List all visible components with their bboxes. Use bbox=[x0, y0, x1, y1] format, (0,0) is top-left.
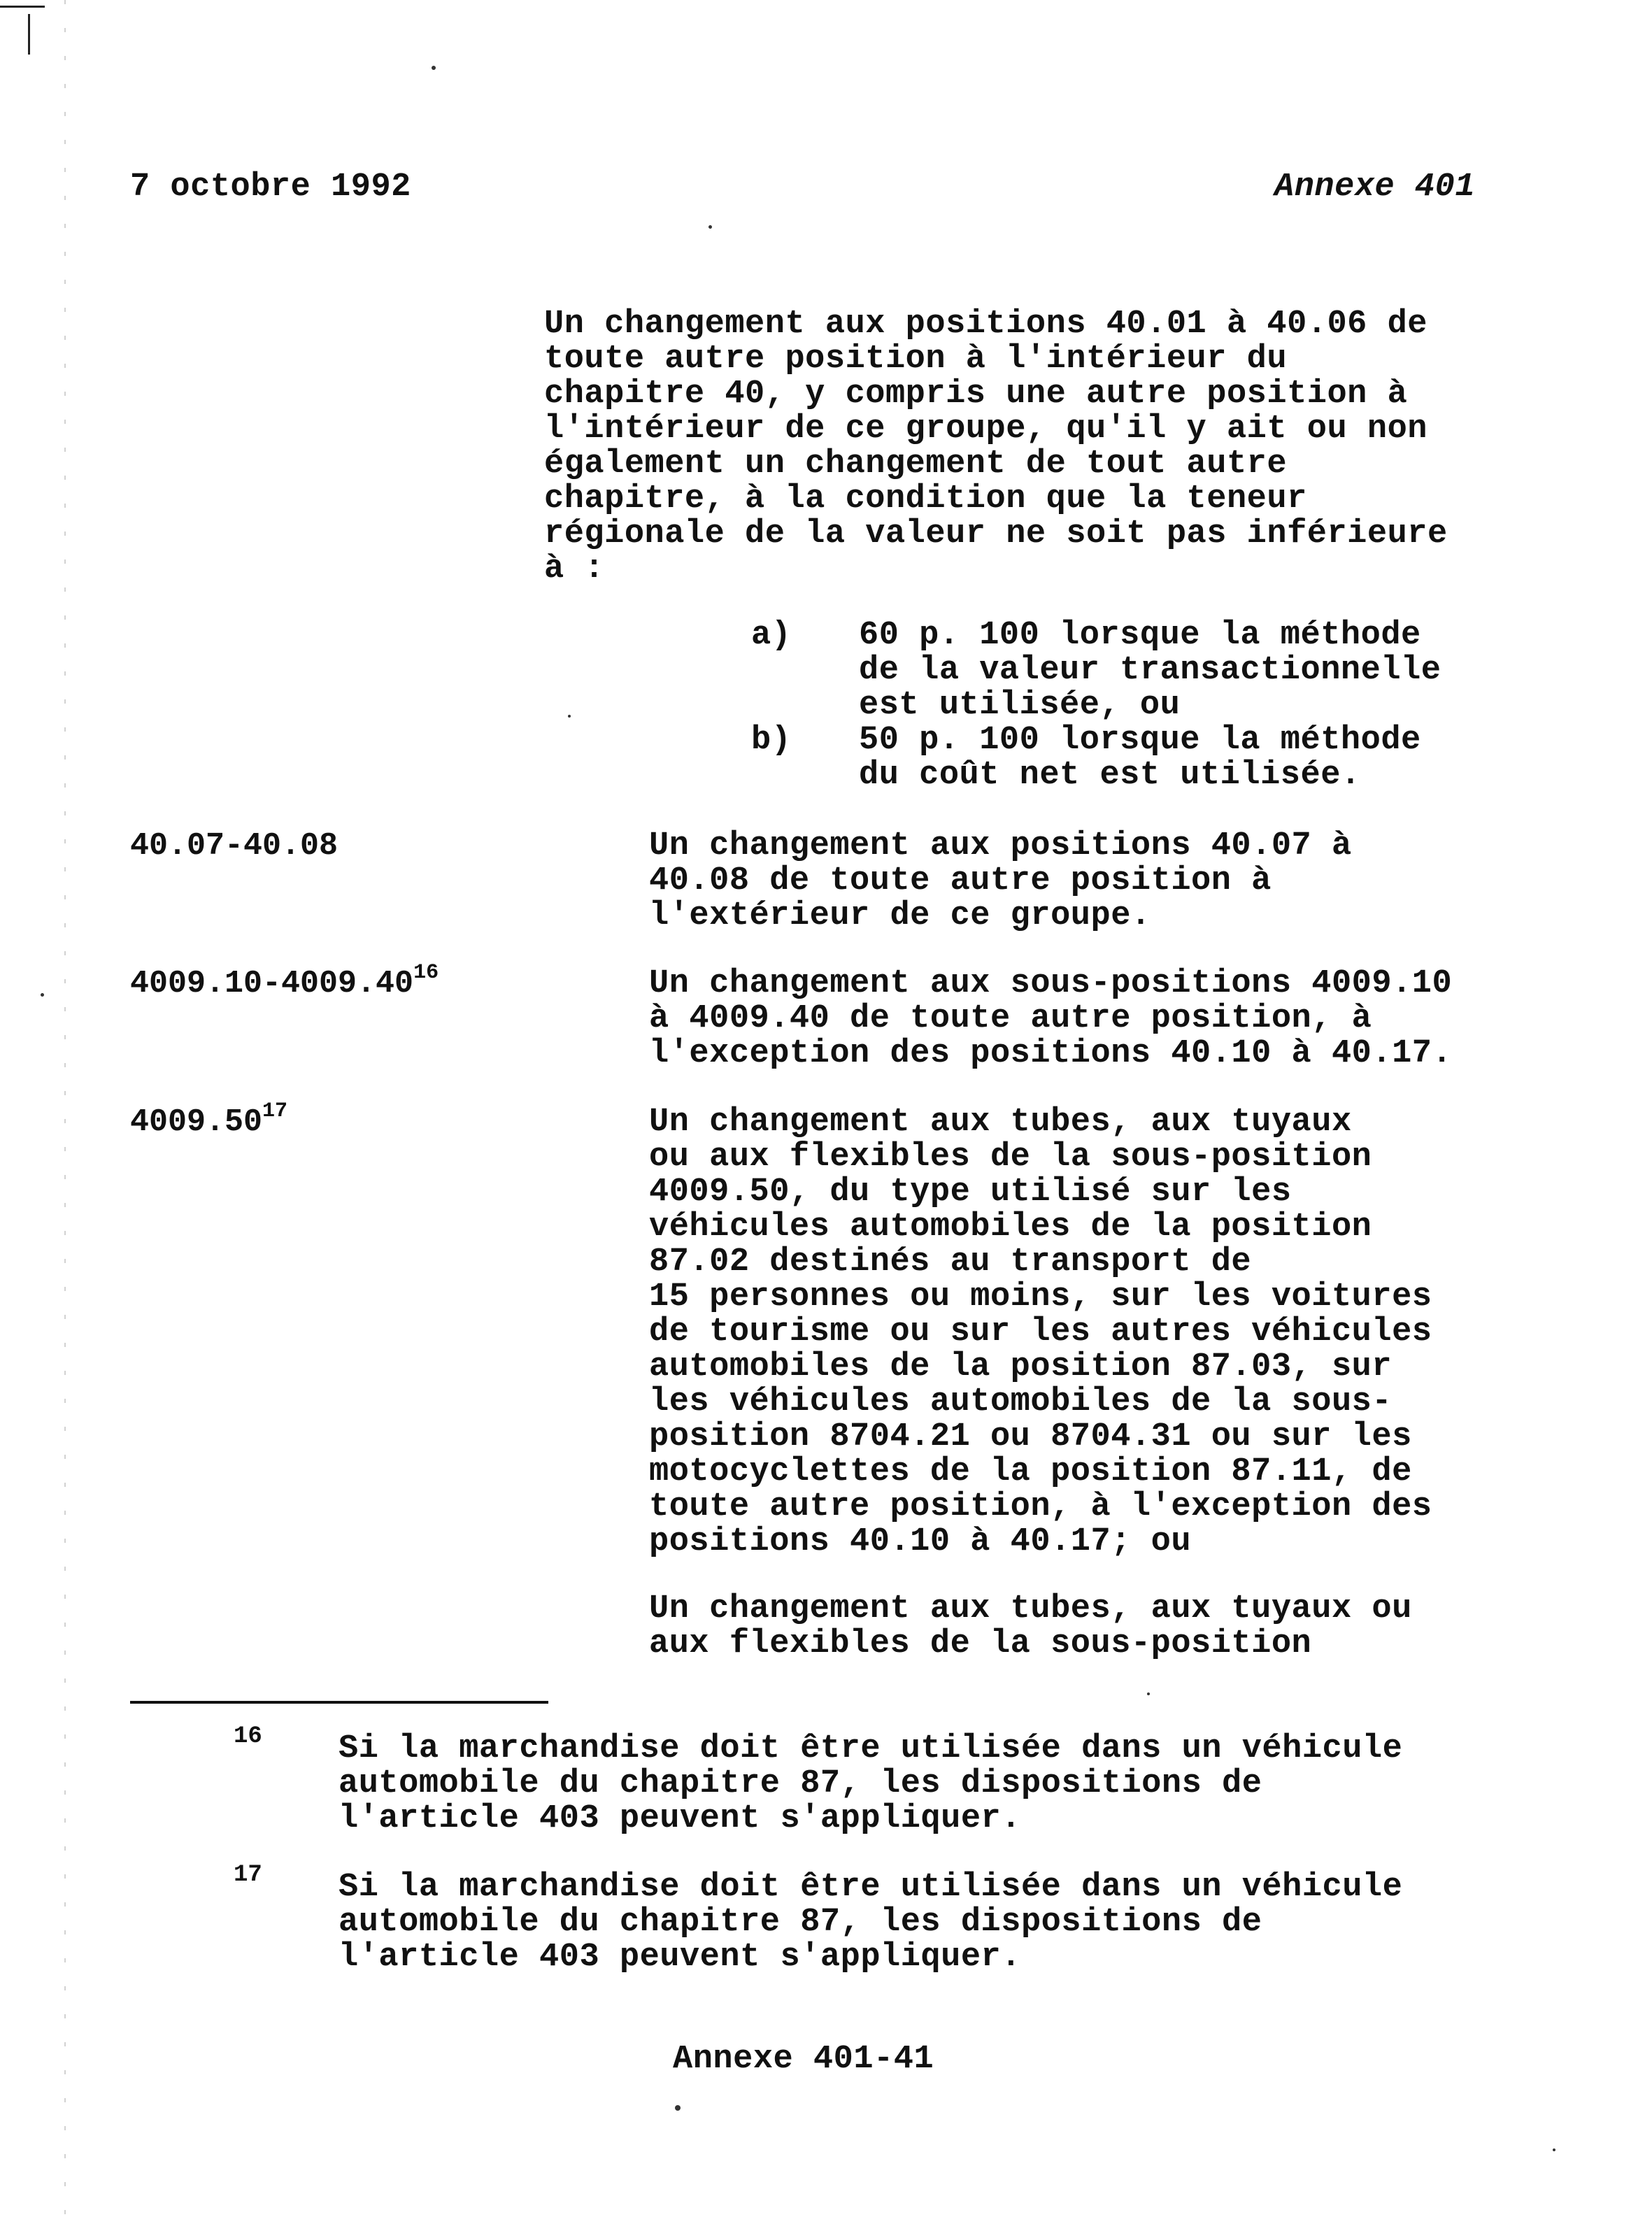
rule-text-line: à : bbox=[544, 550, 605, 587]
rule-text-line: Un changement aux positions 40.07 à bbox=[649, 827, 1352, 864]
footnote-text-line: l'article 403 peuvent s'appliquer. bbox=[339, 1800, 1021, 1837]
rule-text-line: toute autre position, à l'exception des bbox=[649, 1488, 1432, 1525]
footnote-text-line: l'article 403 peuvent s'appliquer. bbox=[339, 1939, 1021, 1976]
rule-text-line: régionale de la valeur ne soit pas inférieure bbox=[544, 515, 1448, 553]
condition-text-line: 50 p. 100 lorsque la méthode bbox=[859, 722, 1421, 759]
condition-marker-a: a) bbox=[751, 617, 792, 654]
rule-text-line: l'exception des positions 40.10 à 40.17. bbox=[649, 1035, 1453, 1072]
tariff-position-label: 4009.50$^{17}$ bbox=[130, 1099, 288, 1140]
scan-speck bbox=[1553, 2148, 1555, 2151]
rule-text-line: toute autre position à l'intérieur du bbox=[544, 341, 1288, 378]
rule-text-line: l'intérieur de ce groupe, qu'il y ait ou non bbox=[544, 411, 1428, 448]
header-annex: Annexe 401 bbox=[1274, 169, 1476, 206]
scan-speck bbox=[708, 225, 712, 229]
rule-text-line: Un changement aux positions 40.01 à 40.06 de bbox=[544, 306, 1428, 343]
header-date: 7 octobre 1992 bbox=[130, 169, 411, 206]
scan-speck bbox=[568, 715, 571, 718]
scan-edge-dots bbox=[64, 0, 66, 2238]
scan-speck bbox=[675, 2105, 681, 2111]
rule-text-line: 87.02 destinés au transport de bbox=[649, 1243, 1252, 1281]
page-footer: Annexe 401-41 bbox=[673, 2041, 934, 2078]
scan-edge-mark-vertical bbox=[28, 14, 30, 55]
condition-marker-b: b) bbox=[751, 722, 792, 759]
rule-text-line: à 4009.40 de toute autre position, à bbox=[649, 1000, 1372, 1037]
condition-text-line: du coût net est utilisée. bbox=[859, 757, 1361, 794]
rule-text-line: Un changement aux sous-positions 4009.10 bbox=[649, 965, 1453, 1002]
footnote-reference[interactable]: 17 bbox=[262, 1099, 288, 1123]
rule-text-line: position 8704.21 ou 8704.31 ou sur les bbox=[649, 1418, 1412, 1455]
footnote-text-line: Si la marchandise doit être utilisée dans un véhicule bbox=[339, 1730, 1403, 1767]
rule-text-line: motocyclettes de la position 87.11, de bbox=[649, 1453, 1412, 1490]
footnote-number: 16 bbox=[234, 1723, 262, 1750]
rule-text-line: chapitre 40, y compris une autre position à bbox=[544, 376, 1408, 413]
rule-text-line: chapitre, à la condition que la teneur bbox=[544, 480, 1307, 518]
scan-speck bbox=[41, 993, 44, 997]
condition-text-line: 60 p. 100 lorsque la méthode bbox=[859, 617, 1421, 654]
footnote-reference[interactable]: 16 bbox=[413, 961, 439, 985]
rule-text-line: 40.08 de toute autre position à bbox=[649, 862, 1272, 899]
tariff-position-label: 40.07-40.08 bbox=[130, 828, 339, 864]
footnote-number: 17 bbox=[234, 1862, 262, 1888]
footnote-text-line: Si la marchandise doit être utilisée dans un véhicule bbox=[339, 1869, 1403, 1906]
rule-text-line: 15 personnes ou moins, sur les voitures bbox=[649, 1278, 1432, 1316]
footnote-text-line: automobile du chapitre 87, les dispositions de bbox=[339, 1904, 1262, 1941]
rule-text-line: de tourisme ou sur les autres véhicules bbox=[649, 1313, 1432, 1350]
tariff-position-label: 4009.10-4009.40$^{16}$ bbox=[130, 961, 439, 1002]
scan-edge-mark bbox=[0, 6, 45, 8]
rule-text-line: Un changement aux tubes, aux tuyaux bbox=[649, 1104, 1352, 1141]
rule-text-line: l'extérieur de ce groupe. bbox=[649, 897, 1151, 934]
rule-text-line: positions 40.10 à 40.17; ou bbox=[649, 1523, 1192, 1560]
rule-text-line: ou aux flexibles de la sous-position bbox=[649, 1139, 1372, 1176]
rule-text-line: les véhicules automobiles de la sous- bbox=[649, 1383, 1393, 1420]
condition-text-line: de la valeur transactionnelle bbox=[859, 652, 1441, 689]
condition-text-line: est utilisée, ou bbox=[859, 687, 1181, 724]
footnote-separator bbox=[130, 1701, 548, 1704]
scan-speck bbox=[1147, 1692, 1150, 1695]
rule-text-line: Un changement aux tubes, aux tuyaux ou bbox=[649, 1590, 1412, 1627]
rule-text-line: également un changement de tout autre bbox=[544, 446, 1288, 483]
rule-text-line: automobiles de la position 87.03, sur bbox=[649, 1348, 1393, 1385]
rule-text-line: 4009.50, du type utilisé sur les bbox=[649, 1174, 1292, 1211]
scan-speck bbox=[432, 66, 436, 70]
rule-text-line: aux flexibles de la sous-position bbox=[649, 1625, 1312, 1662]
footnote-text-line: automobile du chapitre 87, les dispositions de bbox=[339, 1765, 1262, 1802]
rule-text-line: véhicules automobiles de la position bbox=[649, 1209, 1372, 1246]
